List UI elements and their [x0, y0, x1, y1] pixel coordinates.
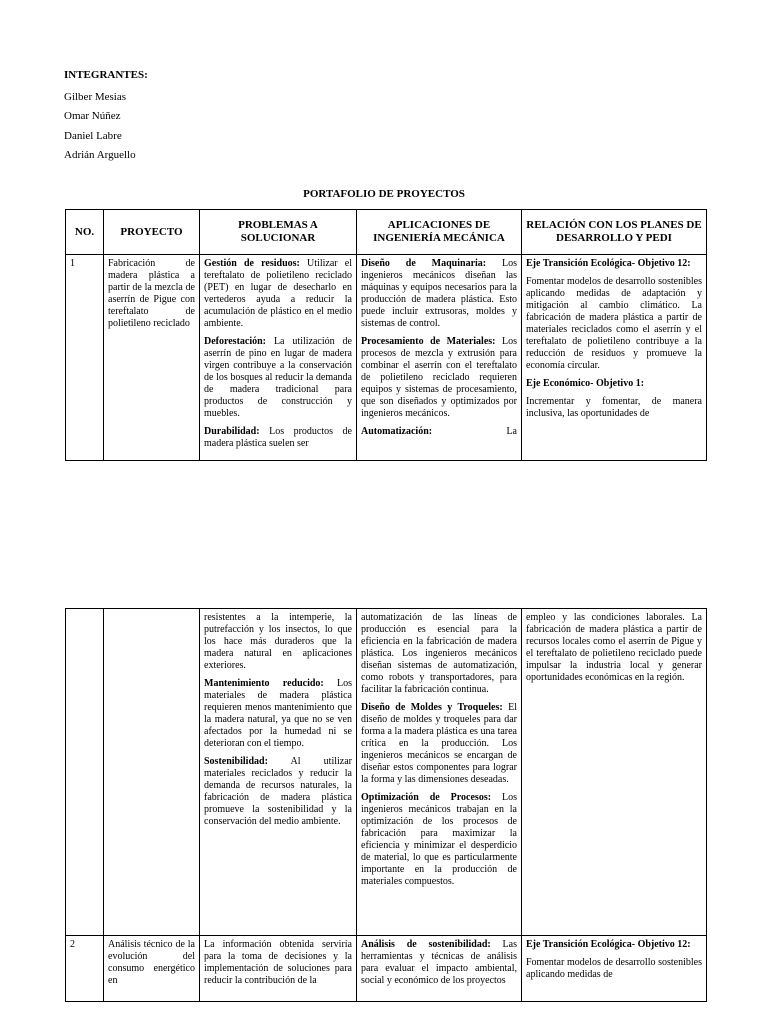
members-label: INTEGRANTES: [64, 69, 148, 81]
problem-title: Durabilidad: [204, 426, 260, 437]
applications-cell-continued [357, 609, 522, 935]
relation-title: Eje Económico- Objetivo 1: [526, 378, 645, 389]
problems-cell [200, 936, 357, 1002]
table-row [66, 609, 706, 936]
document-title: PORTAFOLIO DE PROYECTOS [303, 188, 465, 200]
member-name: Adrián Arguello [64, 149, 136, 161]
application-text-continued: automatización de las líneas de producción es esencial para la eficiencia en la fabricación de madera plástica. Los ingenieros mecánicos diseñan sistemas de automatización, como robots y transportadores, para facilitar la fabricación continua. [361, 612, 517, 695]
relation-cell [522, 255, 706, 461]
projects-table-page-1 [65, 209, 707, 461]
header-proyecto: PROYECTO [104, 210, 200, 254]
relation-text: Incrementar y fomentar, de manera inclusiva, las oportunidades de [526, 396, 702, 419]
relation-title: Eje Transición Ecológica- Objetivo 12: [526, 258, 691, 269]
table-row [66, 255, 706, 461]
header-problemas: PROBLEMAS A SOLUCIONAR [200, 210, 357, 254]
problem-text: Los materiales de madera plástica requieren menos mantenimiento que la madera natural, ya que no se ven afectados por la humedad ni se deterioran con el tiempo. [204, 678, 352, 749]
problem-title: Mantenimiento reducido: [204, 678, 324, 689]
table-row [66, 936, 706, 1002]
relation-title: Eje Transición Ecológica- Objetivo 12: [526, 939, 691, 950]
row-number: 1 [66, 255, 104, 461]
application-title: Automatización: [361, 426, 433, 437]
application-title: Diseño de Moldes y Troqueles: [361, 702, 503, 713]
table-header-row [66, 210, 706, 255]
problem-text-continued: resistentes a la intemperie, la putrefacción y los insectos, lo que los hace más duraderos que la madera natural en aplicaciones exteriores. [204, 612, 352, 671]
problem-text: Utilizar el tereftalato de polietileno reciclado (PET) en lugar de desecharlo en vertederos ayuda a reducir la acumulación de plástico en el medio ambiente. [204, 258, 352, 329]
application-text: La [506, 426, 517, 437]
problems-cell [200, 255, 357, 461]
relation-cell [522, 936, 706, 1002]
projects-table-page-2 [65, 608, 707, 1002]
problems-cell-continued [200, 609, 357, 935]
application-title: Análisis de sostenibilidad: [361, 939, 491, 950]
application-title: Procesamiento de Materiales: [361, 336, 496, 347]
members-block [64, 66, 148, 166]
problem-title: Deforestación: [204, 336, 267, 347]
problem-text: Los productos de madera plástica suelen ser [204, 426, 352, 449]
header-no: NO. [66, 210, 104, 254]
problem-title: Gestión de residuos: [204, 258, 300, 269]
application-text: Los procesos de mezcla y extrusión para combinar el aserrín con el tereftalato de polietileno reciclado requieren equipos y sistemas de procesamiento, que son diseñados y optimizados por ingenieros mecánicos. [361, 336, 518, 419]
application-text: El diseño de moldes y troqueles para dar forma a la madera plástica es una tarea crítica en la producción. Los ingenieros mecánicos se encargan de diseñar estos componentes para lograr la forma y las dimensiones deseadas. [361, 702, 517, 785]
header-relacion: RELACIÓN CON LOS PLANES DE DESARROLLO Y PEDI [526, 219, 702, 244]
problem-text: La información obtenida serviría para la toma de decisiones y la implementación de soluciones para reducir la contribución de la [204, 939, 352, 986]
project-name-empty [104, 609, 200, 935]
relation-text: Fomentar modelos de desarrollo sostenibles aplicando medidas de [526, 957, 702, 980]
relation-text: Fomentar modelos de desarrollo sostenibles aplicando medidas de adaptación y mitigación al cambio climático. La fabricación de madera plástica a partir de materiales reciclados como el aserrín y el tereftalato de polietileno contribuye a la reducción de residuos y promueve la economía circular. [526, 276, 702, 371]
header-aplicaciones: APLICACIONES DE INGENIERÍA MECÁNICA [357, 210, 522, 254]
relation-cell-continued [522, 609, 706, 935]
applications-cell [357, 255, 522, 461]
problem-text: La utilización de aserrín de pino en lugar de madera virgen contribuye a la conservación de los bosques al reducir la demanda de madera tradicional para productos de construcción y muebles. [204, 336, 352, 419]
row-number: 2 [66, 936, 104, 1002]
application-text: Los ingenieros mecánicos diseñan las máquinas y equipos necesarios para la producción de madera plástica. Esto puede incluir extrusoras, moldes y sistemas de control. [361, 258, 518, 329]
member-name: Gilber Mesias [64, 90, 127, 103]
member-name: Daniel Labre [64, 129, 122, 142]
problem-text: Al utilizar materiales reciclados y reducir la demanda de recursos naturales, la fabricación de madera plástica promueve la sostenibilidad y la conservación del medio ambiente. [204, 756, 352, 827]
project-name: Fabricación de madera plástica a partir de la mezcla de aserrín de Pigue con tereftalato de polietileno reciclado [104, 255, 200, 461]
project-name: Análisis técnico de la evolución del consumo energético en [104, 936, 200, 1002]
application-title: Diseño de Maquinaria: [361, 258, 487, 269]
row-number-empty [66, 609, 104, 935]
relation-text-continued: empleo y las condiciones laborales. La fabricación de madera plástica a partir de recursos locales como el aserrín de Pigue y el tereftalato de polietileno reciclado puede impulsar la industria local y generar oportunidades económicas en la región. [526, 612, 702, 683]
member-name: Omar Núñez [64, 110, 121, 122]
problem-title: Sostenibilidad: [204, 756, 268, 767]
application-text: Las herramientas y técnicas de análisis para evaluar el impacto ambiental, social y económico de los proyectos [361, 939, 517, 986]
applications-cell [357, 936, 522, 1002]
application-title: Optimización de Procesos: [361, 792, 492, 803]
application-text: Los ingenieros mecánicos trabajan en la optimización de los procesos de fabricación para maximizar la eficiencia y minimizar el desperdicio de material, lo que es particularmente importante en la producción de materiales compuestos. [361, 792, 517, 887]
